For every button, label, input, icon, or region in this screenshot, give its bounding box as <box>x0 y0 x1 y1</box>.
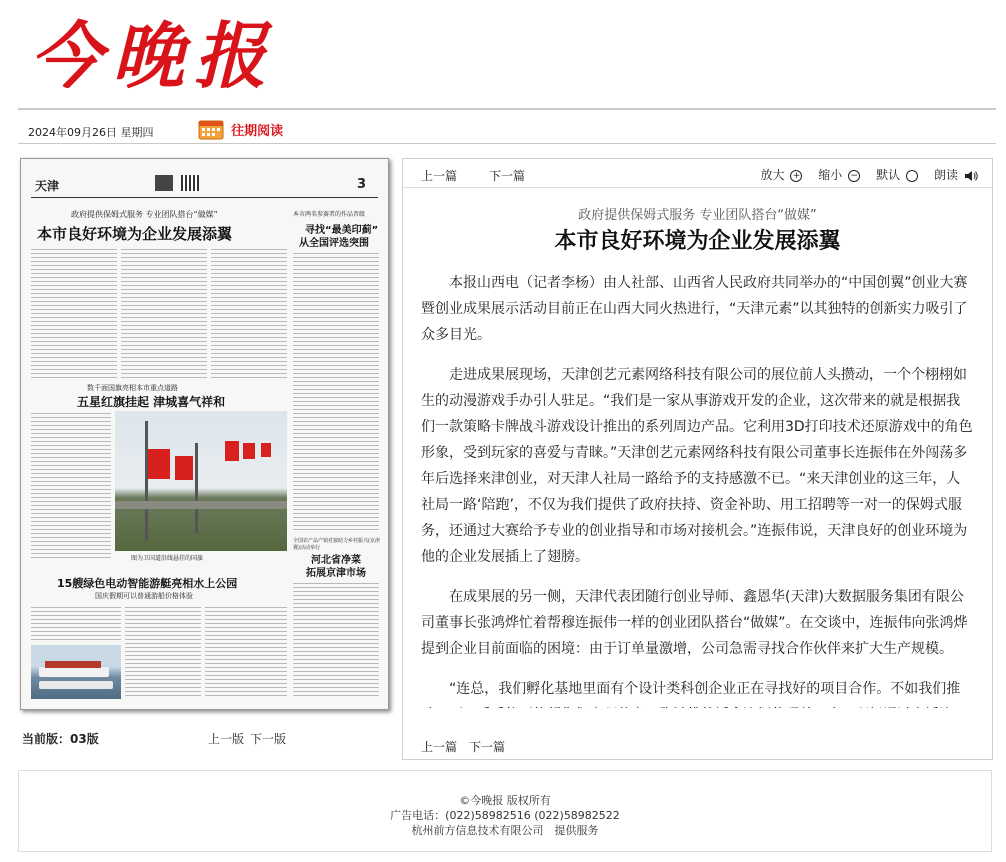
np-main-kicker: 政府提供保姆式服务 专业团队搭台“做媒” <box>71 210 218 219</box>
footer-provider: 杭州前方信息技术有限公司 提供服务 <box>411 824 599 837</box>
footer-copyright: ©今晚报 版权所有 <box>459 794 551 807</box>
speaker-icon <box>964 168 978 182</box>
minus-circle-icon: − <box>848 170 860 182</box>
article-paragraph: 走进成果展现场，天津创艺元素网络科技有限公司的展位前人头攒动，一个个栩栩如生的动漫游戏手办引人驻足。“我们是一家从事游戏开发的企业，这次带来的就是根据我们一款策略卡牌战斗游戏设计推出的系列周边产品。它利用3D打印技术还原游戏中的角色形象，受到玩家的喜爱与青睐。”天津创艺元素网络科技有限公司董事长连振伟在外闯荡多年后选择来津创业，对天津人社局一路给予的支持感激不已。“来天津创业的这三年，人社局一路‘陪跑’，不仅为我们提供了政府扶持、资金补助、用工招聘等一对一的保姆式服务，还通过大赛给予专业的创业指导和市场对接机会。”连振伟说，天津良好的创业环境为他的企业发展插上了翅膀。 <box>421 367 973 565</box>
article-body <box>403 188 992 708</box>
np-street-photo <box>115 411 287 551</box>
np-text-column <box>211 247 287 379</box>
np-bottom-headline: 15艘绿色电动智能游艇亮相水上公园 <box>57 577 238 590</box>
divider <box>18 108 996 110</box>
prev-article-link-bottom[interactable]: 上一篇 <box>421 740 458 754</box>
next-article-link-bottom[interactable]: 下一篇 <box>469 740 506 754</box>
np-right2-headline: 拓展京津市场 <box>306 568 366 579</box>
footer-ad-phone: 广告电话：(022)58982516 (022)58982522 <box>390 809 620 822</box>
np-text-column <box>293 251 379 531</box>
current-page-label: 当前版： <box>22 732 71 746</box>
zoom-in-label: 放大 <box>760 168 785 182</box>
np-right2-kicker: 全国农产品产销对接助力乡村振兴(京津冀)活动举行 <box>293 538 380 551</box>
calendar-icon <box>198 118 224 140</box>
divider <box>18 143 996 144</box>
article-paragraph: 在成果展的另一侧，天津代表团随行创业导师、鑫恩华(天津)大数据服务集团有限公司董事长张鸿烨忙着帮穆连振伟一样的创业团队搭台“做媒”。在交谈中，连振伟向张鸿烨提到企业目前面临的困境：由于订单量激增，公司急需寻找合作伙伴来扩大生产规模。 <box>421 589 968 657</box>
np-right2-headline: 河北省净菜 <box>311 555 361 566</box>
read-aloud-label: 朗读 <box>933 168 958 182</box>
np-side-headline: 寻找“最美印蓟” <box>305 225 379 236</box>
np-text-column <box>293 581 379 699</box>
np-side-kicker: 本市两名参赛者的作品晋级 <box>293 211 366 218</box>
np-side-headline: 从全国评选突围 <box>299 238 369 249</box>
np-main-headline: 本市良好环境为企业发展添翼 <box>37 225 233 243</box>
read-aloud-button[interactable] <box>928 168 978 182</box>
prev-article-link[interactable]: 上一篇 <box>421 169 458 183</box>
logo-text: 今晚报 <box>30 13 277 98</box>
next-page-link[interactable]: 下一版 <box>250 732 287 746</box>
reading-tools <box>748 166 978 183</box>
zoom-out-button[interactable] <box>812 168 860 182</box>
np-page-number: 3 <box>357 177 367 192</box>
article-title: 本市良好环境为企业发展添翼 <box>554 229 841 254</box>
prev-page-link[interactable]: 上一版 <box>208 732 245 746</box>
np-rule <box>31 197 378 198</box>
zoom-in-button[interactable] <box>754 168 802 182</box>
np-text-column <box>31 605 121 641</box>
np-text-column <box>31 411 111 561</box>
date-bar <box>18 112 996 142</box>
np-mid-kicker: 数千面国旗亮相本市重点道路 <box>87 384 178 392</box>
np-text-column <box>205 605 287 699</box>
article-panel <box>402 158 993 760</box>
newspaper-page-image[interactable] <box>20 158 389 710</box>
np-bottom-kicker: 国庆假期可以普通游船价格体验 <box>95 592 193 600</box>
default-size-label: 默认 <box>876 168 901 182</box>
np-text-column <box>31 247 117 379</box>
article-paragraphs <box>421 270 973 708</box>
masthead-logo <box>30 8 290 103</box>
np-text-column <box>121 247 207 379</box>
article-bottom-nav <box>403 732 992 758</box>
np-boat-photo <box>31 645 121 699</box>
article-toolbar <box>403 159 992 188</box>
np-logo-icon <box>155 175 173 191</box>
zoom-out-label: 缩小 <box>818 168 843 182</box>
article-subtitle: 政府提供保姆式服务 专业团队搭台“做媒” <box>578 208 817 223</box>
np-mid-headline: 五星红旗挂起 津城喜气祥和 <box>77 395 226 409</box>
plus-circle-icon: + <box>790 170 802 182</box>
np-text-column <box>125 605 201 699</box>
page-nav <box>208 730 292 747</box>
footer <box>18 770 992 852</box>
archive-link[interactable] <box>198 118 283 142</box>
np-section: 天津 <box>35 179 60 193</box>
qr-code-icon <box>181 175 199 191</box>
archive-label: 往期阅读 <box>231 123 284 139</box>
article-paragraph: 本报山西电（记者李杨）由人社部、山西省人民政府共同举办的“中国创翼”创业大赛暨创业成果展示活动目前正在山西大同火热进行，“天津元素”以其独特的创新实力吸引了众多目光。 <box>421 275 968 343</box>
default-size-button[interactable] <box>870 168 918 182</box>
next-article-link[interactable]: 下一篇 <box>489 169 526 183</box>
article-paragraph: “连总，我们孵化基地里面有个设计类科创企业正在寻找好的项目合作。不如我们推 <box>449 681 961 697</box>
circle-icon <box>906 170 918 182</box>
current-page-value: 03版 <box>70 732 99 746</box>
issue-date: 2024年09月26日 星期四 <box>28 126 154 139</box>
np-photo-caption: 图为卫国道沿线悬挂的国旗 <box>131 555 204 562</box>
current-page-indicator <box>22 730 99 747</box>
